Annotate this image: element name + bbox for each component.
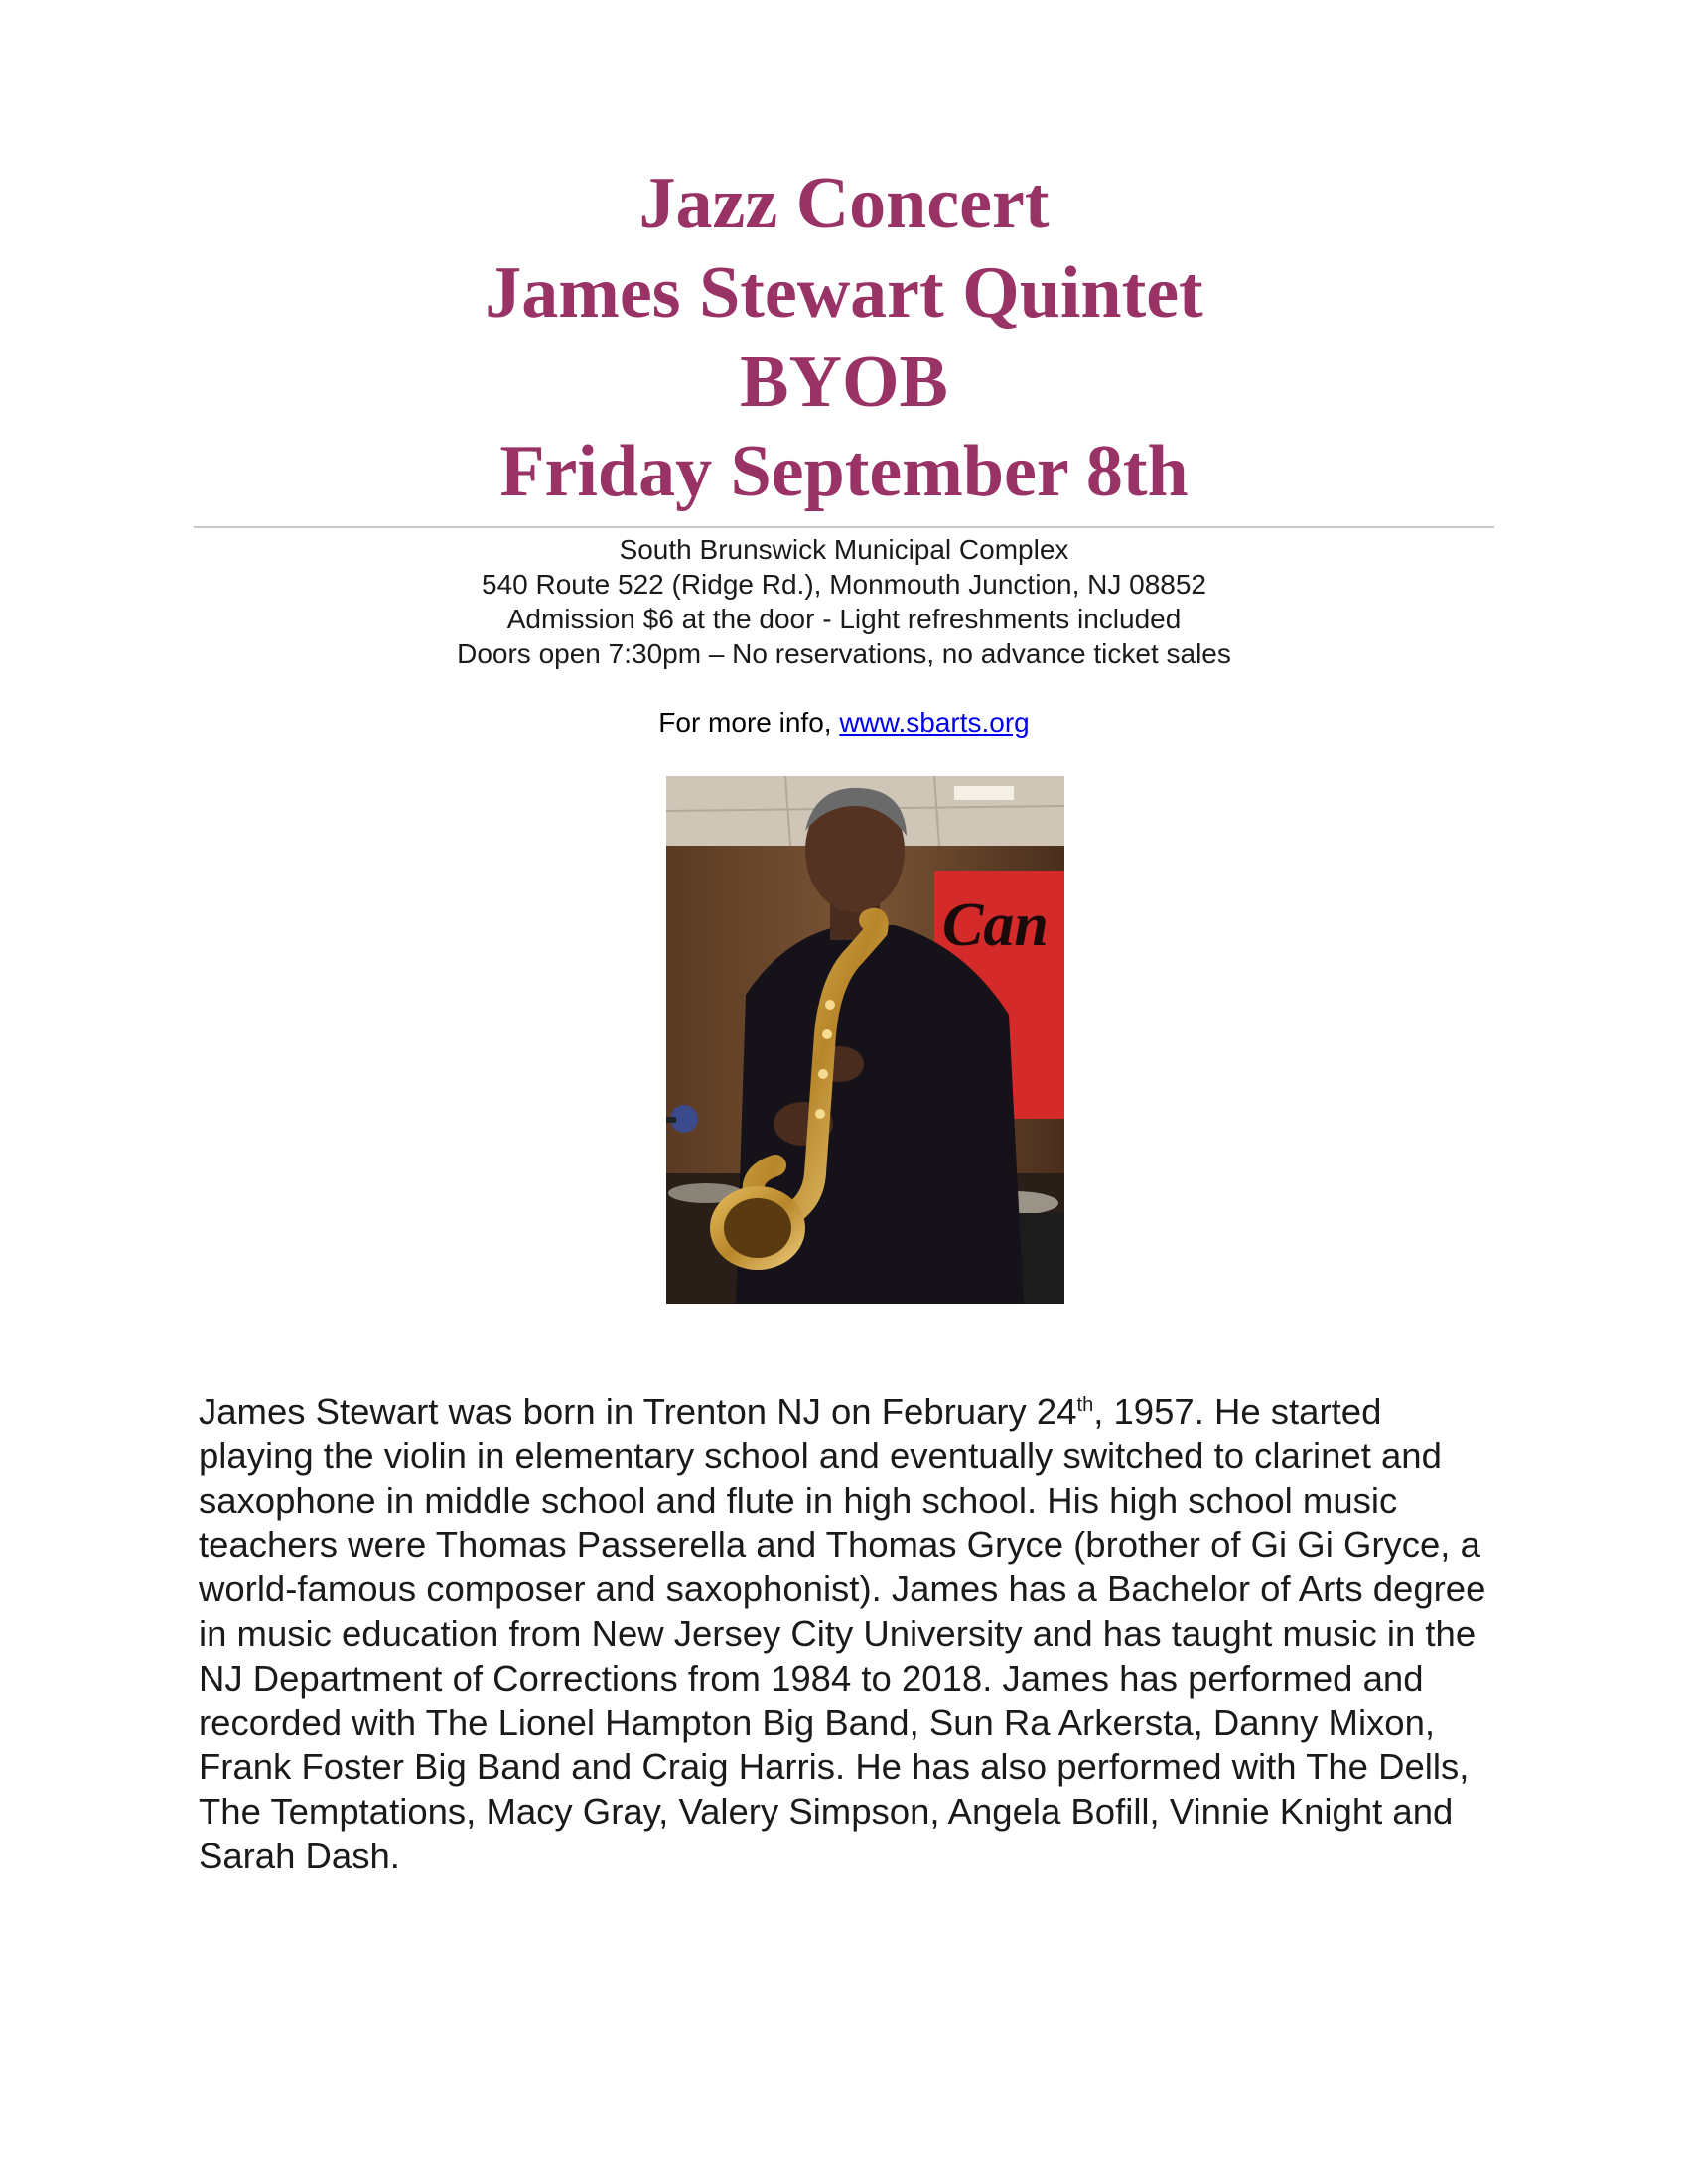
admission-info: Admission $6 at the door - Light refreshments included: [506, 604, 1182, 634]
website-link[interactable]: www.sbarts.org: [839, 707, 1030, 738]
headline-event-type: Jazz Concert: [638, 163, 1050, 244]
bio-ordinal-suffix: th: [1076, 1393, 1094, 1416]
headline-date: Friday September 8th: [499, 431, 1189, 512]
more-info-prefix: For more info,: [658, 707, 840, 738]
divider-rule: [194, 526, 1494, 528]
more-info-line: [0, 705, 1688, 740]
venue-details: [0, 532, 1688, 671]
performer-photo: [666, 776, 1064, 1304]
doors-info: Doors open 7:30pm – No reservations, no advance ticket sales: [457, 638, 1231, 669]
venue-name: South Brunswick Municipal Complex: [619, 534, 1069, 565]
headline-byob: BYOB: [740, 341, 948, 423]
venue-address: 540 Route 522 (Ridge Rd.), Monmouth Junction, NJ 08852: [482, 569, 1206, 600]
performer-bio: [199, 1390, 1499, 1879]
bio-text-start: James Stewart was born in Trenton NJ on February 24: [199, 1391, 1077, 1432]
sign-text: Can: [942, 891, 1049, 959]
headline: [0, 159, 1688, 516]
bio-text-rest: , 1957. He started playing the violin in elementary school and eventually switched to clarinet and saxophone in middle school and flute in high school. His high school music teachers were Thomas Passerella and Thomas Gryce (brother of Gi Gi Gryce, a world-famous composer and saxophonist). James has a Bachelor of Arts degree in music education from New Jersey City University and has taught music in the NJ Department of Corrections from 1984 to 2018. James has performed and recorded with The Lionel Hampton Big Band, Sun Ra Arkersta, Danny Mixon, Frank Foster Big Band and Craig Harris. He has also performed with The Dells, The Temptations, Macy Gray, Valery Simpson, Angela Bofill, Vinnie Knight and Sarah Dash.: [199, 1391, 1486, 1876]
headline-performer: James Stewart Quintet: [485, 252, 1203, 334]
